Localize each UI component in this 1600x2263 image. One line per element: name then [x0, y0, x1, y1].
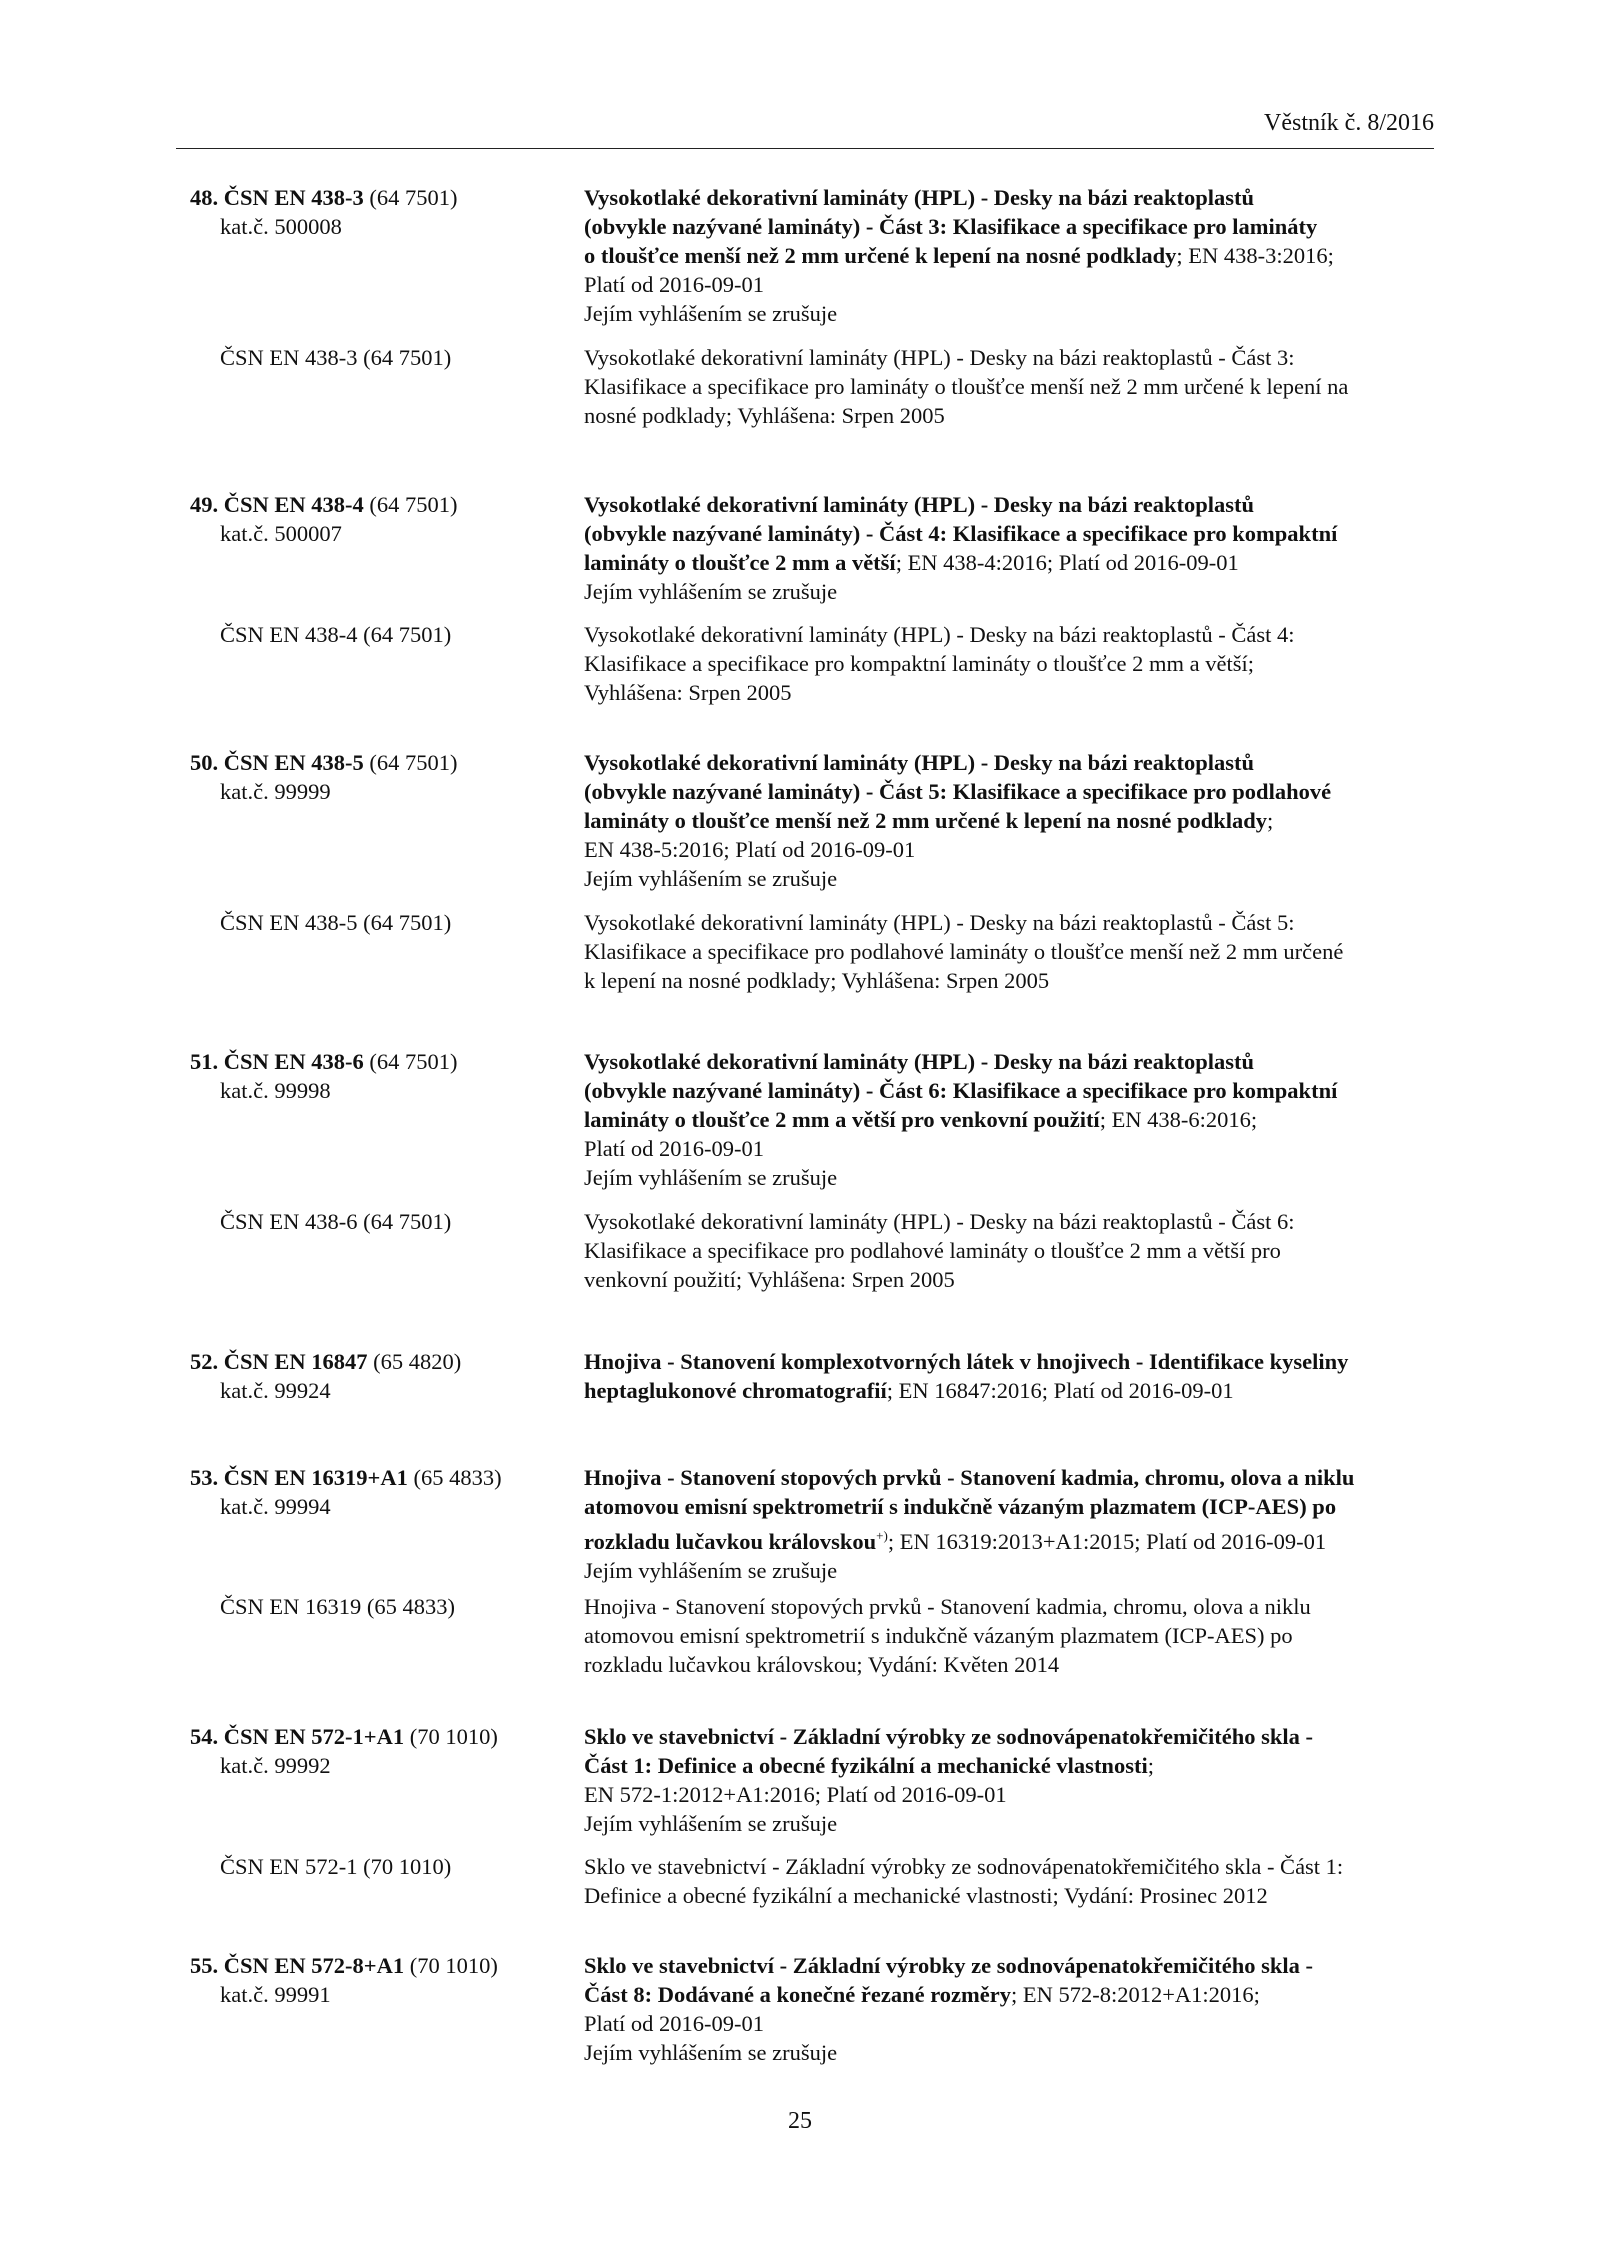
standard-code-block [190, 748, 570, 806]
classification-number: (64 7501) [363, 750, 458, 775]
replaced-standard-code [190, 1852, 570, 1881]
standard-title-line [584, 1751, 1434, 1780]
standard-code: ČSN EN 16847 [223, 1349, 368, 1374]
title-bold: Sklo ve stavebnictví - Základní výrobky ze sodnovápenatokřemičitého skla - [584, 1724, 1314, 1749]
title-text: ; EN 572-8:2012+A1:2016; [1011, 1982, 1260, 2007]
standard-title-line [584, 1980, 1434, 2009]
title-bold: (obvykle nazývané lamináty) - Část 6: Klasifikace a specifikace pro kompaktní [584, 1078, 1338, 1103]
replaced-code: ČSN EN 438-4 (64 7501) [220, 622, 452, 647]
replaced-title-line: venkovní použití; Vyhlášena: Srpen 2005 [584, 1267, 955, 1292]
classification-number: (64 7501) [363, 492, 458, 517]
catalog-number: kat.č. 99992 [220, 1753, 331, 1778]
standard-title-line [584, 1521, 1434, 1556]
catalog-number: kat.č. 99998 [220, 1078, 331, 1103]
entry-number: 55. [190, 1953, 219, 1978]
entry-number: 53. [190, 1465, 219, 1490]
journal-title: Věstník č. 8/2016 [1264, 110, 1434, 136]
title-text: Platí od 2016-09-01 [584, 2011, 764, 2036]
replaced-title-line: Vyhlášena: Srpen 2005 [584, 680, 792, 705]
replaced-standard-code [190, 620, 570, 649]
title-text: Platí od 2016-09-01 [584, 1136, 764, 1161]
standard-code-line [190, 1047, 570, 1076]
title-bold: Vysokotlaké dekorativní lamináty (HPL) - Desky na bázi reaktoplastů [584, 185, 1255, 210]
standard-title-line [584, 1376, 1434, 1405]
title-text: ; EN 16847:2016; Platí od 2016-09-01 [886, 1378, 1234, 1403]
title-text: ; [1267, 808, 1274, 833]
entry-number: 50. [190, 750, 219, 775]
replaced-code: ČSN EN 438-5 (64 7501) [220, 910, 452, 935]
title-bold: (obvykle nazývané lamináty) - Část 5: Klasifikace a specifikace pro podlahové [584, 779, 1332, 804]
replaced-title-line: Vysokotlaké dekorativní lamináty (HPL) - Desky na bázi reaktoplastů - Část 6: [584, 1209, 1295, 1234]
entry-number: 51. [190, 1049, 219, 1074]
title-text: Jejím vyhlášením se zrušuje [584, 866, 838, 891]
replaced-title-line: k lepení na nosné podklady; Vyhlášena: Srpen 2005 [584, 968, 1050, 993]
classification-number: (65 4820) [367, 1349, 462, 1374]
standard-code-block [190, 1951, 570, 2009]
standard-title-line [584, 864, 1434, 893]
replaced-standard-code [190, 908, 570, 937]
standard-title-line [584, 1463, 1434, 1492]
standard-code-block [190, 1722, 570, 1780]
standard-title-line [584, 241, 1434, 270]
classification-number: (70 1010) [404, 1724, 498, 1749]
entry-number: 48. [190, 185, 219, 210]
replaced-title-line: Vysokotlaké dekorativní lamináty (HPL) - Desky na bázi reaktoplastů - Část 5: [584, 910, 1295, 935]
standard-title-line [584, 2009, 1434, 2038]
title-bold: Část 1: Definice a obecné fyzikální a mechanické vlastnosti [584, 1753, 1148, 1778]
standard-title-line [584, 1809, 1434, 1838]
title-text: EN 438-5:2016; Platí od 2016-09-01 [584, 837, 916, 862]
classification-number: (70 1010) [404, 1953, 498, 1978]
page-header [176, 108, 1434, 149]
standard-title-line [584, 748, 1434, 777]
classification-number: (65 4833) [407, 1465, 502, 1490]
standard-title-block [584, 1047, 1434, 1192]
standard-code: ČSN EN 438-3 [223, 185, 364, 210]
title-bold: lamináty o tloušťce menší než 2 mm určené k lepení na nosné podklady [584, 808, 1268, 833]
title-bold: lamináty o tloušťce 2 mm a větší pro venkovní použití [584, 1107, 1100, 1132]
standard-code: ČSN EN 572-1+A1 [223, 1724, 405, 1749]
standard-code: ČSN EN 572-8+A1 [223, 1953, 405, 1978]
title-bold: Hnojiva - Stanovení stopových prvků - Stanovení kadmia, chromu, olova a niklu [584, 1465, 1355, 1490]
catalog-number: kat.č. 99999 [220, 779, 331, 804]
standard-title-line [584, 548, 1434, 577]
replaced-standard-code [190, 343, 570, 372]
replaced-code: ČSN EN 438-6 (64 7501) [220, 1209, 452, 1234]
standard-title-line [584, 2038, 1434, 2067]
standard-title-block [584, 1463, 1434, 1585]
standard-code-block [190, 1047, 570, 1105]
replaced-standard-title [584, 1207, 1434, 1294]
standard-title-line [584, 1780, 1434, 1809]
standard-title-line [584, 183, 1434, 212]
title-bold: Vysokotlaké dekorativní lamináty (HPL) - Desky na bázi reaktoplastů [584, 1049, 1255, 1074]
replaced-code: ČSN EN 438-3 (64 7501) [220, 345, 452, 370]
standard-code-line [190, 748, 570, 777]
standard-code-block [190, 183, 570, 241]
standard-title-line [584, 835, 1434, 864]
replaced-title-line: Hnojiva - Stanovení stopových prvků - Stanovení kadmia, chromu, olova a niklu [584, 1594, 1311, 1619]
classification-number: (64 7501) [363, 185, 458, 210]
replaced-title-line: Klasifikace a specifikace pro kompaktní lamináty o tloušťce 2 mm a větší; [584, 651, 1255, 676]
standard-title-line [584, 299, 1434, 328]
catalog-number: kat.č. 99924 [220, 1378, 331, 1403]
replaced-code: ČSN EN 572-1 (70 1010) [220, 1854, 452, 1879]
classification-number: (64 7501) [363, 1049, 458, 1074]
standard-title-line [584, 1076, 1434, 1105]
entry-number: 54. [190, 1724, 219, 1749]
replaced-standard-code [190, 1207, 570, 1236]
title-bold: Vysokotlaké dekorativní lamináty (HPL) - Desky na bázi reaktoplastů [584, 492, 1255, 517]
title-bold: (obvykle nazývané lamináty) - Část 4: Klasifikace a specifikace pro kompaktní [584, 521, 1338, 546]
title-bold: (obvykle nazývané lamináty) - Část 3: Klasifikace a specifikace pro lamináty [584, 214, 1318, 239]
title-bold: Vysokotlaké dekorativní lamináty (HPL) - Desky na bázi reaktoplastů [584, 750, 1255, 775]
replaced-title-line: Vysokotlaké dekorativní lamináty (HPL) - Desky na bázi reaktoplastů - Část 3: [584, 345, 1295, 370]
title-bold: Hnojiva - Stanovení komplexotvorných látek v hnojivech - Identifikace kyseliny [584, 1349, 1349, 1374]
page-number: 25 [788, 2108, 812, 2134]
replaced-title-line: Sklo ve stavebnictví - Základní výrobky ze sodnovápenatokřemičitého skla - Část 1: [584, 1854, 1344, 1879]
standard-code-line [190, 1722, 570, 1751]
standard-title-line [584, 490, 1434, 519]
replaced-standard-title [584, 1592, 1434, 1679]
catalog-number: kat.č. 99991 [220, 1982, 331, 2007]
replaced-standard-title [584, 1852, 1434, 1910]
title-text: Jejím vyhlášením se zrušuje [584, 579, 838, 604]
standard-title-line [584, 1722, 1434, 1751]
title-text: Platí od 2016-09-01 [584, 272, 764, 297]
title-text: ; EN 438-4:2016; Platí od 2016-09-01 [895, 550, 1239, 575]
standard-title-line [584, 577, 1434, 606]
standard-code-block [190, 490, 570, 548]
standard-title-line [584, 270, 1434, 299]
standard-code: ČSN EN 438-5 [223, 750, 364, 775]
replaced-title-line: rozkladu lučavkou královskou; Vydání: Květen 2014 [584, 1652, 1060, 1677]
standard-title-block [584, 1347, 1434, 1405]
standard-title-block [584, 1722, 1434, 1838]
standard-title-block [584, 1951, 1434, 2067]
replaced-title-line: Klasifikace a specifikace pro podlahové lamináty o tloušťce 2 mm a větší pro [584, 1238, 1281, 1263]
title-text: Jejím vyhlášením se zrušuje [584, 2040, 838, 2065]
standard-title-line [584, 212, 1434, 241]
standard-code-line [190, 183, 570, 212]
title-bold: atomovou emisní spektrometrií s indukčně vázaným plazmatem (ICP-AES) po [584, 1494, 1337, 1519]
standard-title-line [584, 1556, 1434, 1585]
title-bold: rozkladu lučavkou královskou [584, 1529, 877, 1554]
replaced-title-line: Klasifikace a specifikace pro lamináty o tloušťce menší než 2 mm určené k lepení na [584, 374, 1349, 399]
standard-title-line [584, 1347, 1434, 1376]
footnote-mark: +) [876, 1528, 888, 1543]
replaced-title-line: nosné podklady; Vyhlášena: Srpen 2005 [584, 403, 945, 428]
replaced-standard-title [584, 620, 1434, 707]
catalog-number: kat.č. 500007 [220, 521, 342, 546]
title-text: EN 572-1:2012+A1:2016; Platí od 2016-09-01 [584, 1782, 1007, 1807]
catalog-number: kat.č. 500008 [220, 214, 342, 239]
replaced-code: ČSN EN 16319 (65 4833) [220, 1594, 455, 1619]
title-text: Jejím vyhlášením se zrušuje [584, 301, 838, 326]
standard-title-line [584, 519, 1434, 548]
replaced-title-line: Vysokotlaké dekorativní lamináty (HPL) - Desky na bázi reaktoplastů - Část 4: [584, 622, 1295, 647]
title-bold: heptaglukonové chromatografií [584, 1378, 887, 1403]
standard-code: ČSN EN 16319+A1 [223, 1465, 408, 1490]
standard-title-line [584, 1134, 1434, 1163]
standard-title-line [584, 806, 1434, 835]
title-bold: o tloušťce menší než 2 mm určené k lepení na nosné podklady [584, 243, 1177, 268]
replaced-standard-title [584, 343, 1434, 430]
standard-code-line [190, 1347, 570, 1376]
title-text: Jejím vyhlášením se zrušuje [584, 1811, 838, 1836]
catalog-number: kat.č. 99994 [220, 1494, 331, 1519]
entry-number: 49. [190, 492, 219, 517]
replaced-title-line: atomovou emisní spektrometrií s indukčně vázaným plazmatem (ICP-AES) po [584, 1623, 1293, 1648]
title-text: ; EN 438-3:2016; [1176, 243, 1334, 268]
title-bold: Sklo ve stavebnictví - Základní výrobky ze sodnovápenatokřemičitého skla - [584, 1953, 1314, 1978]
replaced-title-line: Klasifikace a specifikace pro podlahové lamináty o tloušťce menší než 2 mm určené [584, 939, 1344, 964]
title-text: ; [1147, 1753, 1154, 1778]
standard-code-block [190, 1347, 570, 1405]
title-bold: Část 8: Dodávané a konečné řezané rozměry [584, 1982, 1011, 2007]
standard-title-line [584, 1047, 1434, 1076]
standard-title-block [584, 490, 1434, 606]
standard-title-line [584, 1105, 1434, 1134]
standard-code-line [190, 490, 570, 519]
replaced-standard-code [190, 1592, 570, 1621]
standard-title-block [584, 183, 1434, 328]
entry-number: 52. [190, 1349, 219, 1374]
standard-code: ČSN EN 438-4 [223, 492, 364, 517]
title-text: ; EN 438-6:2016; [1099, 1107, 1258, 1132]
standard-code-line [190, 1951, 570, 1980]
standard-title-line [584, 1951, 1434, 1980]
standard-title-line [584, 1492, 1434, 1521]
title-bold: lamináty o tloušťce 2 mm a větší [584, 550, 896, 575]
replaced-standard-title [584, 908, 1434, 995]
title-text: Jejím vyhlášením se zrušuje [584, 1165, 838, 1190]
replaced-title-line: Definice a obecné fyzikální a mechanické vlastnosti; Vydání: Prosinec 2012 [584, 1883, 1268, 1908]
standard-title-block [584, 748, 1434, 893]
standard-code-block [190, 1463, 570, 1521]
standard-code: ČSN EN 438-6 [223, 1049, 364, 1074]
title-text: Jejím vyhlášením se zrušuje [584, 1558, 838, 1583]
standard-code-line [190, 1463, 570, 1492]
standard-title-line [584, 1163, 1434, 1192]
title-text: ; EN 16319:2013+A1:2015; Platí od 2016-09-01 [887, 1529, 1327, 1554]
standard-title-line [584, 777, 1434, 806]
